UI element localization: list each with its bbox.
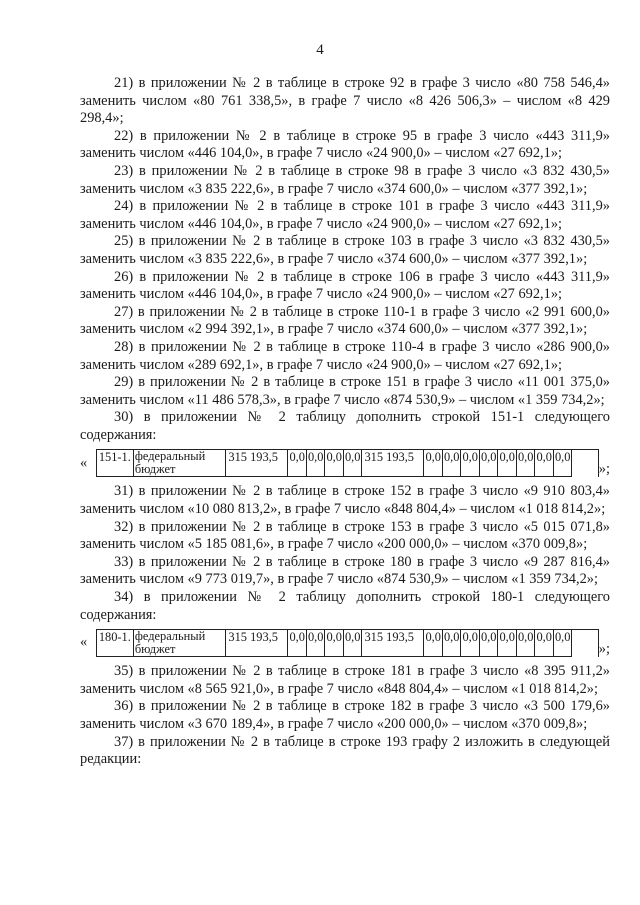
table-cell xyxy=(572,450,598,477)
table-cell: 315 193,5 xyxy=(362,630,424,657)
amendment-paragraph: 26) в приложении № 2 в таблице в строке 106 в графе 3 число «443 311,9» заменить числом «446 104,0», в графе 7 число «24 900,0» – числом «27 692,1»; xyxy=(80,268,610,303)
table-cell: 0,0 xyxy=(442,630,461,657)
page-number: 4 xyxy=(316,42,324,58)
amendment-paragraph: 30) в приложении № 2 таблицу дополнить строкой 151-1 следующего содержания: xyxy=(80,409,610,443)
table-cell: 0,0 xyxy=(325,450,344,477)
table-cell: 0,0 xyxy=(442,450,461,477)
table-cell: 0,0 xyxy=(535,450,554,477)
amendments-21-30 xyxy=(80,75,610,444)
table-cell: 0,0 xyxy=(535,630,554,657)
open-quote: « xyxy=(80,454,88,471)
document-body xyxy=(80,75,610,769)
open-quote: « xyxy=(80,634,88,651)
close-quote: »; xyxy=(598,640,610,657)
amendment-paragraph: 31) в приложении № 2 в таблице в строке 152 в графе 3 число «9 910 803,4» заменить числом «10 080 813,2», в графе 7 число «848 804,4» – числом «1 018 814,2»; xyxy=(80,483,610,518)
table-cell: федеральный бюджет xyxy=(133,450,226,477)
amendments-31-34 xyxy=(80,483,610,624)
amendment-paragraph: 34) в приложении № 2 таблицу дополнить строкой 180-1 следующего содержания: xyxy=(80,589,610,623)
table-cell: 0,0 xyxy=(424,630,443,657)
table-cell: 0,0 xyxy=(306,630,325,657)
table-cell: федеральный бюджет xyxy=(133,630,226,657)
amendment-paragraph: 21) в приложении № 2 в таблице в строке 92 в графе 3 число «80 758 546,4» заменить числом «80 761 338,5», в графе 7 число «8 426 506,3» – числом «8 429 298,4»; xyxy=(80,75,610,127)
amendment-paragraph: 37) в приложении № 2 в таблице в строке 193 графу 2 изложить в следующей редакции: xyxy=(80,733,610,768)
amendments-35-37 xyxy=(80,663,610,769)
amendment-paragraph: 25) в приложении № 2 в таблице в строке 103 в графе 3 число «3 832 430,5» заменить числом «3 835 222,6», в графе 7 число «374 600,0» – числом «377 392,1»; xyxy=(80,233,610,267)
table-cell: 315 193,5 xyxy=(226,630,288,657)
table-cell: 0,0 xyxy=(424,450,443,477)
table-cell: 0,0 xyxy=(461,450,480,477)
amendment-paragraph: 29) в приложении № 2 в таблице в строке 151 в графе 3 число «11 001 375,0» заменить числом «11 486 578,3», в графе 7 число «874 530,9» – числом «1 359 734,2»; xyxy=(80,374,610,408)
inserted-row-180-1 xyxy=(80,624,610,662)
table-cell: 0,0 xyxy=(343,630,362,657)
table-cell: 0,0 xyxy=(516,450,535,477)
table-cell: 0,0 xyxy=(461,630,480,657)
table-cell: 151-1. xyxy=(96,450,133,477)
table-cell: 0,0 xyxy=(516,630,535,657)
table-cell: 180-1. xyxy=(96,630,133,657)
amendment-paragraph: 28) в приложении № 2 в таблице в строке 110-4 в графе 3 число «286 900,0» заменить числом «289 692,1», в графе 7 число «24 900,0» – числом «27 692,1»; xyxy=(80,338,610,373)
table-cell: 0,0 xyxy=(553,630,572,657)
amendment-paragraph: 27) в приложении № 2 в таблице в строке 110-1 в графе 3 число «2 991 600,0» заменить числом «2 994 392,1», в графе 7 число «374 600,0» – числом «377 392,1»; xyxy=(80,303,610,338)
table-cell: 0,0 xyxy=(343,450,362,477)
amendment-paragraph: 23) в приложении № 2 в таблице в строке 98 в графе 3 число «3 832 430,5» заменить числом «3 835 222,6», в графе 7 число «374 600,0» – числом «377 392,1»; xyxy=(80,162,610,197)
table-cell: 0,0 xyxy=(288,630,307,657)
table-cell: 315 193,5 xyxy=(362,450,424,477)
row-table-180-1 xyxy=(96,629,599,657)
close-quote: »; xyxy=(598,460,610,477)
table-cell: 0,0 xyxy=(479,630,498,657)
table-cell: 0,0 xyxy=(325,630,344,657)
amendment-paragraph: 33) в приложении № 2 в таблице в строке 180 в графе 3 число «9 287 816,4» заменить числом «9 773 019,7», в графе 7 число «874 530,9» – числом «1 359 734,2»; xyxy=(80,553,610,588)
amendment-paragraph: 32) в приложении № 2 в таблице в строке 153 в графе 3 число «5 015 071,8» заменить числом «5 185 081,6», в графе 7 число «200 000,0» – числом «370 009,8»; xyxy=(80,518,610,553)
table-cell: 0,0 xyxy=(288,450,307,477)
table-cell: 0,0 xyxy=(306,450,325,477)
amendment-paragraph: 35) в приложении № 2 в таблице в строке 181 в графе 3 число «8 395 911,2» заменить числом «8 565 921,0», в графе 7 число «848 804,4» – числом «1 018 814,2»; xyxy=(80,663,610,697)
amendment-paragraph: 36) в приложении № 2 в таблице в строке 182 в графе 3 число «3 500 179,6» заменить числом «3 670 189,4», в графе 7 число «200 000,0» – числом «370 009,8»; xyxy=(80,698,610,732)
row-table-151-1 xyxy=(96,449,599,477)
amendment-paragraph: 24) в приложении № 2 в таблице в строке 101 в графе 3 число «443 311,9» заменить числом «446 104,0», в графе 7 число «24 900,0» – числом «27 692,1»; xyxy=(80,198,610,232)
table-cell: 0,0 xyxy=(553,450,572,477)
inserted-row-151-1 xyxy=(80,444,610,482)
amendment-paragraph: 22) в приложении № 2 в таблице в строке 95 в графе 3 число «443 311,9» заменить числом «446 104,0», в графе 7 число «24 900,0» – числом «27 692,1»; xyxy=(80,127,610,162)
table-cell: 0,0 xyxy=(498,630,517,657)
table-cell xyxy=(572,630,598,657)
table-cell: 315 193,5 xyxy=(226,450,288,477)
table-cell: 0,0 xyxy=(479,450,498,477)
table-cell: 0,0 xyxy=(498,450,517,477)
